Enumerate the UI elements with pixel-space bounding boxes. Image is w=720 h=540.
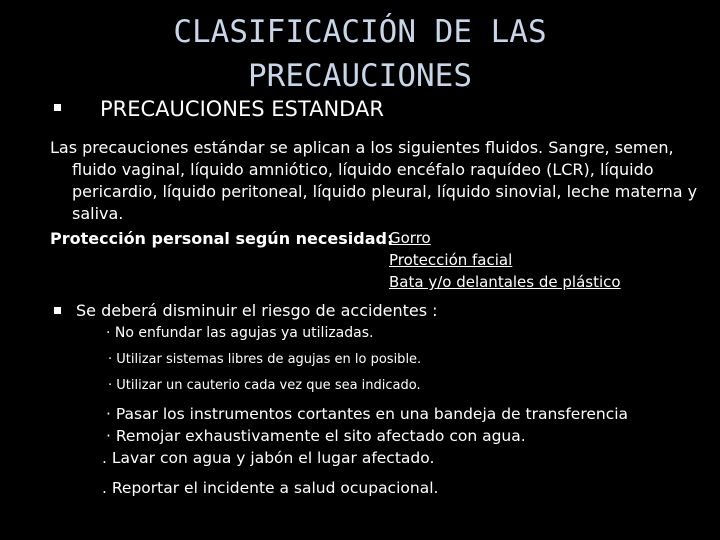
square-bullet-icon [54, 307, 61, 314]
subheading: PRECAUCIONES ESTANDAR [100, 97, 384, 121]
protection-label: Protección personal según necesidad: [50, 229, 394, 248]
risk-item: · Pasar los instrumentos cortantes en una bandeja de transferencia [106, 405, 629, 423]
risk-item: · Utilizar un cauterio cada vez que sea indicado. [108, 378, 421, 393]
risk-item: · Utilizar sistemas libres de agujas en lo posible. [108, 352, 422, 367]
risk-item: . Reportar el incidente a salud ocupacional. [102, 479, 439, 497]
title-line-2: PRECAUCIONES [248, 58, 472, 94]
title-line-1: CLASIFICACIÓN DE LAS [173, 14, 547, 50]
paragraph-line: fluido vaginal, líquido amniótico, líquido encéfalo raquídeo (LCR), líquido [72, 160, 654, 179]
fluids-paragraph [50, 137, 718, 225]
paragraph-line: saliva. [72, 204, 124, 223]
risk-item: · No enfundar las agujas ya utilizadas. [106, 325, 374, 341]
slide-title [110, 10, 610, 98]
paragraph-line: pericardio, líquido peritoneal, líquido pleural, líquido sinovial, leche materna y [72, 182, 698, 201]
square-bullet-icon [54, 104, 61, 111]
risk-intro: Se deberá disminuir el riesgo de accidentes : [76, 301, 438, 320]
risk-item: . Lavar con agua y jabón el lugar afectado. [102, 449, 435, 467]
protection-item-cap: Gorro [389, 229, 431, 247]
paragraph-line: Las precauciones estándar se aplican a los siguientes fluidos. Sangre, semen, [50, 138, 674, 157]
protection-item-face: Protección facial [389, 251, 513, 269]
protection-item-gown: Bata y/o delantales de plástico [389, 273, 621, 291]
risk-item: · Remojar exhaustivamente el sito afectado con agua. [106, 427, 526, 445]
